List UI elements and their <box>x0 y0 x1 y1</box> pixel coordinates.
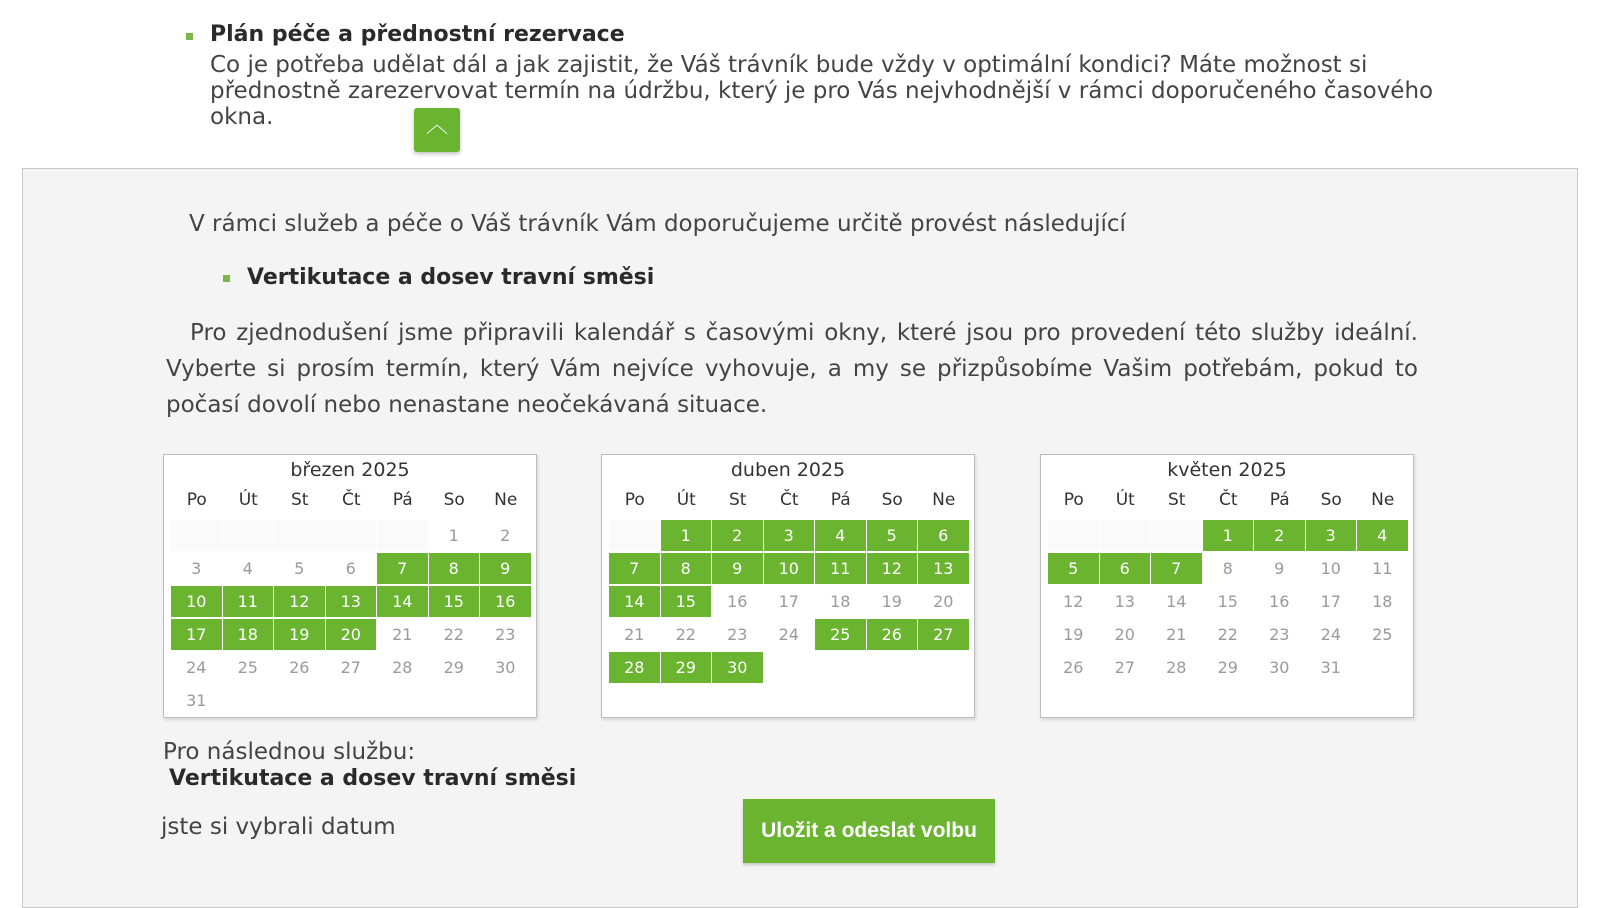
calendar-day-available[interactable]: 19 <box>274 619 325 650</box>
calendar-day-available[interactable]: 10 <box>764 553 815 584</box>
calendar-day: 24 <box>186 658 207 677</box>
service-title: Vertikutace a dosev travní směsi <box>247 265 655 290</box>
calendar-day: 14 <box>1166 592 1187 611</box>
calendar-day: 30 <box>495 658 516 677</box>
calendar-empty-cell <box>326 520 377 551</box>
recommendation-intro: V rámci služeb a péče o Váš trávník Vám doporučujeme určitě provést následující <box>189 211 1126 237</box>
calendar-empty-cell <box>1048 520 1099 551</box>
calendar-day: 21 <box>1166 625 1187 644</box>
calendar-day: 24 <box>1320 625 1341 644</box>
calendar-day: 4 <box>242 559 253 578</box>
calendar-day-available[interactable]: 14 <box>609 586 660 617</box>
weekday-header: Po <box>186 490 207 510</box>
calendar-day: 22 <box>1217 625 1238 644</box>
weekday-header: Po <box>624 490 645 510</box>
calendar-day: 17 <box>1320 592 1341 611</box>
calendar-day-available[interactable]: 27 <box>918 619 969 650</box>
calendar-day-available[interactable]: 11 <box>815 553 866 584</box>
calendar-day: 11 <box>1372 559 1393 578</box>
calendar-day-available[interactable]: 14 <box>377 586 428 617</box>
calendar-empty-cell <box>609 520 660 551</box>
selection-label: Pro následnou službu: <box>163 739 416 765</box>
calendar-day-available[interactable]: 18 <box>223 619 274 650</box>
calendar-day-available[interactable]: 13 <box>918 553 969 584</box>
calendar-description: Pro zjednodušení jsme připravili kalendář s časovými okny, které jsou pro provedení této služby ideální. Vyberte si prosím termín, který Vám nejvíce vyhovuje, a my se přizpůsobíme Vašim potřebám, pokud to počasí dovolí nebo nenastane neočekávaná situace. <box>166 320 1418 418</box>
calendar-day-available[interactable]: 20 <box>326 619 377 650</box>
weekday-header: Po <box>1063 490 1084 510</box>
calendar-day: 21 <box>392 625 413 644</box>
weekday-header: St <box>1168 490 1186 510</box>
calendar-day-available[interactable]: 6 <box>918 520 969 551</box>
calendar-day-available[interactable]: 9 <box>480 553 531 584</box>
calendar-day: 31 <box>1320 658 1341 677</box>
calendar-day-available[interactable]: 13 <box>326 586 377 617</box>
calendar-day-available[interactable]: 2 <box>712 520 763 551</box>
calendar-day: 15 <box>1217 592 1238 611</box>
calendar-day-available[interactable]: 8 <box>429 553 480 584</box>
weekday-header: Pá <box>1269 490 1290 510</box>
save-and-submit-button[interactable]: Uložit a odeslat volbu <box>743 799 995 863</box>
calendar-day: 6 <box>345 559 356 578</box>
calendar-day: 18 <box>1372 592 1393 611</box>
weekday-header: So <box>881 490 903 510</box>
selection-service: Vertikutace a dosev travní směsi <box>169 766 577 791</box>
calendar-day-available[interactable]: 17 <box>171 619 222 650</box>
weekday-header: Ne <box>1371 490 1395 510</box>
calendar-day-available[interactable]: 7 <box>1151 553 1202 584</box>
calendar-empty-cell <box>171 520 222 551</box>
booking-panel <box>22 168 1578 908</box>
calendar-day: 2 <box>500 526 511 545</box>
calendar-day: 10 <box>1320 559 1341 578</box>
calendar-day-available[interactable]: 5 <box>867 520 918 551</box>
calendar-empty-cell <box>377 520 428 551</box>
weekday-header: So <box>1320 490 1342 510</box>
calendar-day-available[interactable]: 1 <box>661 520 712 551</box>
calendar-day: 29 <box>443 658 464 677</box>
calendar-day: 23 <box>727 625 748 644</box>
calendar-day: 19 <box>881 592 902 611</box>
calendar-day: 31 <box>186 691 207 710</box>
calendar-day: 9 <box>1274 559 1285 578</box>
calendar-day: 20 <box>933 592 954 611</box>
calendar-day-available[interactable]: 9 <box>712 553 763 584</box>
calendar-day-available[interactable]: 15 <box>429 586 480 617</box>
calendar-grid <box>609 486 970 684</box>
calendar-day-available[interactable]: 6 <box>1100 553 1151 584</box>
bullet-icon <box>186 33 193 40</box>
weekday-header: Pá <box>392 490 413 510</box>
calendar-day: 25 <box>237 658 258 677</box>
weekday-header: So <box>443 490 465 510</box>
calendar-day: 16 <box>1269 592 1290 611</box>
calendar-day-available[interactable]: 1 <box>1203 520 1254 551</box>
calendar-day-available[interactable]: 2 <box>1254 520 1305 551</box>
calendar-day-available[interactable]: 3 <box>764 520 815 551</box>
calendar-day: 1 <box>448 526 459 545</box>
weekday-header: St <box>291 490 309 510</box>
calendar-day: 30 <box>1269 658 1290 677</box>
calendar-title: duben 2025 <box>730 459 846 481</box>
calendar-day: 17 <box>778 592 799 611</box>
calendar-day-available[interactable]: 7 <box>609 553 660 584</box>
calendar-empty-cell <box>274 520 325 551</box>
weekday-header: Ne <box>494 490 518 510</box>
calendar-day: 13 <box>1114 592 1135 611</box>
selection-date-label: jste si vybrali datum <box>161 814 396 840</box>
calendar-day: 24 <box>778 625 799 644</box>
calendar-day-available[interactable]: 29 <box>661 652 712 683</box>
calendar-day: 26 <box>1063 658 1084 677</box>
calendar-day-available[interactable]: 12 <box>274 586 325 617</box>
weekday-header: Pá <box>830 490 851 510</box>
calendar-empty-cell <box>1100 520 1151 551</box>
calendar-day-available[interactable]: 3 <box>1306 520 1357 551</box>
calendar-day: 23 <box>495 625 516 644</box>
calendar-day-available[interactable]: 16 <box>480 586 531 617</box>
calendar-day-available[interactable]: 28 <box>609 652 660 683</box>
calendar-march <box>163 454 537 718</box>
calendar-day-available[interactable]: 30 <box>712 652 763 683</box>
weekday-header: Út <box>238 490 258 510</box>
weekday-header: Út <box>676 490 696 510</box>
calendar-day: 3 <box>191 559 202 578</box>
calendar-day: 25 <box>1372 625 1393 644</box>
calendar-day: 12 <box>1063 592 1084 611</box>
calendar-day: 23 <box>1269 625 1290 644</box>
calendar-day: 19 <box>1063 625 1084 644</box>
calendar-day: 22 <box>443 625 464 644</box>
calendar-title: květen 2025 <box>1167 459 1287 481</box>
weekday-header: Ne <box>932 490 956 510</box>
calendar-day-available[interactable]: 26 <box>867 619 918 650</box>
weekday-header: St <box>729 490 747 510</box>
calendar-day: 18 <box>830 592 851 611</box>
calendar-day: 29 <box>1217 658 1238 677</box>
calendar-day: 26 <box>289 658 310 677</box>
calendar-day: 27 <box>340 658 361 677</box>
collapse-button[interactable] <box>414 108 460 152</box>
calendar-day: 20 <box>1114 625 1135 644</box>
weekday-header: Út <box>1115 490 1135 510</box>
calendar-may <box>1040 454 1414 718</box>
calendar-day: 16 <box>727 592 748 611</box>
calendar-day-available[interactable]: 7 <box>377 553 428 584</box>
calendar-grid <box>1048 486 1409 684</box>
weekday-header: Čt <box>779 490 799 510</box>
calendar-grid <box>171 486 532 717</box>
calendar-day-available[interactable]: 5 <box>1048 553 1099 584</box>
calendar-day: 27 <box>1114 658 1135 677</box>
calendar-day: 8 <box>1222 559 1233 578</box>
calendar-day-available[interactable]: 12 <box>867 553 918 584</box>
care-plan-title: Plán péče a přednostní rezervace <box>210 22 625 47</box>
calendar-day-available[interactable]: 8 <box>661 553 712 584</box>
weekday-header: Čt <box>341 490 361 510</box>
calendar-day: 28 <box>392 658 413 677</box>
calendar-day: 22 <box>675 625 696 644</box>
bullet-icon <box>223 275 230 282</box>
calendar-april <box>601 454 975 718</box>
chevron-up-icon: ︿ <box>425 113 448 138</box>
calendar-day: 28 <box>1166 658 1187 677</box>
calendar-day-available[interactable]: 4 <box>815 520 866 551</box>
calendar-empty-cell <box>223 520 274 551</box>
calendar-day-available[interactable]: 10 <box>171 586 222 617</box>
calendar-day-available[interactable]: 11 <box>223 586 274 617</box>
calendar-title: březen 2025 <box>290 459 410 481</box>
calendar-empty-cell <box>1151 520 1202 551</box>
calendar-day-available[interactable]: 4 <box>1357 520 1408 551</box>
weekday-header: Čt <box>1218 490 1238 510</box>
calendar-day-available[interactable]: 15 <box>661 586 712 617</box>
calendar-day-available[interactable]: 25 <box>815 619 866 650</box>
calendar-day: 5 <box>294 559 305 578</box>
calendar-day: 21 <box>624 625 645 644</box>
care-plan-text: Co je potřeba udělat dál a jak zajistit, že Váš trávník bude vždy v optimální kondici? Máte možnost si přednostně zarezervovat termín na údržbu, který je pro Vás nejvhodnější v rámci doporučeného časového okna. <box>210 52 1434 130</box>
